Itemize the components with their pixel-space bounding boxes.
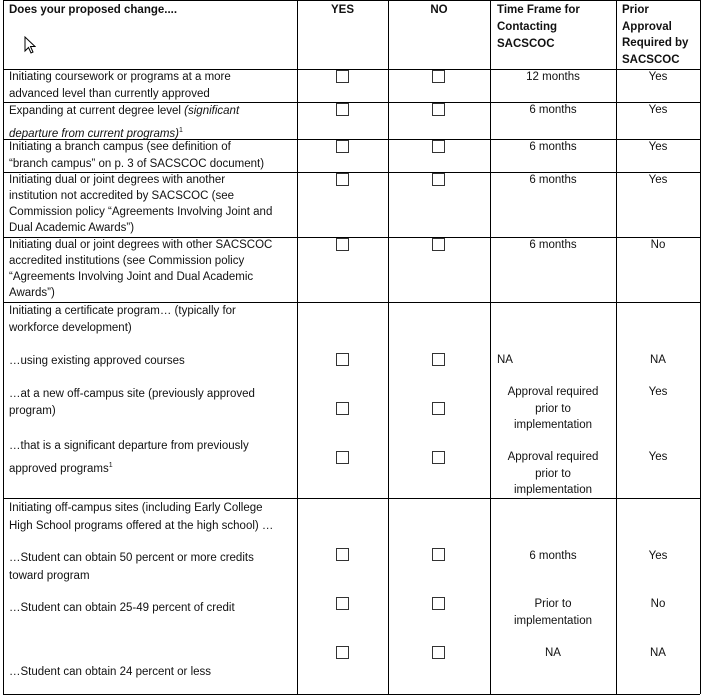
group-label-certificate: Initiating a certificate program… (typically for workforce development) (9, 305, 236, 334)
no-checkbox[interactable] (432, 70, 445, 83)
row-label: Initiating a branch campus (see definition of “branch campus” on p. 3 of SACSCOC document) (9, 141, 265, 170)
time-frame: 12 months (526, 71, 580, 83)
prior-approval: Yes (648, 71, 668, 83)
sub-row-label: …that is a significant departure from previously approved programs$^1$ (9, 440, 249, 475)
time-frame: Approval required prior to implementation (507, 386, 599, 431)
no-checkbox[interactable] (432, 238, 445, 251)
no-checkbox[interactable] (432, 173, 445, 186)
sub-row-label: …Student can obtain 50 percent or more credits toward program (9, 552, 254, 582)
time-frame: NA (497, 354, 513, 366)
sub-row-label: …Student can obtain 25-49 percent of credit (9, 602, 235, 614)
no-checkbox[interactable] (432, 402, 445, 415)
time-frame: Prior to implementation (514, 598, 592, 627)
divider (700, 0, 701, 694)
prior-approval: Yes (648, 386, 668, 398)
no-checkbox[interactable] (432, 597, 445, 610)
time-frame: 6 months (529, 174, 577, 186)
time-frame: 6 months (529, 239, 577, 251)
yes-checkbox[interactable] (336, 451, 349, 464)
yes-checkbox[interactable] (336, 597, 349, 610)
divider (3, 694, 700, 695)
time-frame: Approval required prior to implementation (507, 451, 599, 496)
header-yes: YES (330, 4, 354, 16)
prior-approval: Yes (648, 104, 668, 116)
yes-checkbox[interactable] (336, 103, 349, 116)
header-question: Does your proposed change.... (9, 4, 178, 16)
row-label: Expanding at current degree level (significant departure from current programs)$^1$ (9, 105, 240, 140)
time-frame: NA (545, 647, 561, 659)
header-no: NO (430, 4, 448, 16)
group-label-off-campus: Initiating off-campus sites (including Early College High School programs offered at the high school) … (9, 502, 274, 532)
row-label: Initiating dual or joint degrees with another institution not accredited by SACSCOC (see Commission policy “Agreements Involving Joint and Dual Academic Awards”) (9, 174, 273, 234)
prior-approval: Yes (648, 141, 668, 153)
prior-approval: No (650, 239, 666, 251)
prior-approval: NA (650, 354, 666, 366)
sub-row-label: …at a new off-campus site (previously approved program) (9, 388, 255, 417)
yes-checkbox[interactable] (336, 238, 349, 251)
sub-row-label: …using existing approved courses (9, 355, 185, 367)
prior-approval: Yes (648, 174, 668, 186)
no-checkbox[interactable] (432, 646, 445, 659)
divider (3, 0, 700, 1)
yes-checkbox[interactable] (336, 548, 349, 561)
prior-approval: Yes (648, 550, 668, 562)
time-frame: 6 months (529, 141, 577, 153)
prior-approval: Yes (648, 451, 668, 463)
yes-checkbox[interactable] (336, 353, 349, 366)
prior-approval: No (650, 598, 666, 610)
prior-approval: NA (650, 647, 666, 659)
no-checkbox[interactable] (432, 353, 445, 366)
no-checkbox[interactable] (432, 103, 445, 116)
mouse-cursor-icon (24, 36, 36, 54)
no-checkbox[interactable] (432, 548, 445, 561)
row-label: Initiating coursework or programs at a more advanced level than currently approved (9, 71, 231, 100)
sub-row-label: …Student can obtain 24 percent or less (9, 666, 212, 678)
yes-checkbox[interactable] (336, 173, 349, 186)
no-checkbox[interactable] (432, 451, 445, 464)
time-frame: 6 months (529, 104, 577, 116)
divider (388, 0, 389, 694)
divider (3, 0, 4, 694)
time-frame: 6 months (529, 550, 577, 562)
divider (297, 0, 298, 694)
yes-checkbox[interactable] (336, 402, 349, 415)
header-prior-approval: Prior Approval Required by SACSCOC (622, 4, 689, 66)
no-checkbox[interactable] (432, 140, 445, 153)
row-label: Initiating dual or joint degrees with other SACSCOC accredited institutions (see Commission policy “Agreements Involving Joint and Dual Academic Awards”) (9, 239, 273, 299)
yes-checkbox[interactable] (336, 70, 349, 83)
header-time-frame: Time Frame for Contacting SACSCOC (497, 4, 580, 50)
yes-checkbox[interactable] (336, 140, 349, 153)
yes-checkbox[interactable] (336, 646, 349, 659)
